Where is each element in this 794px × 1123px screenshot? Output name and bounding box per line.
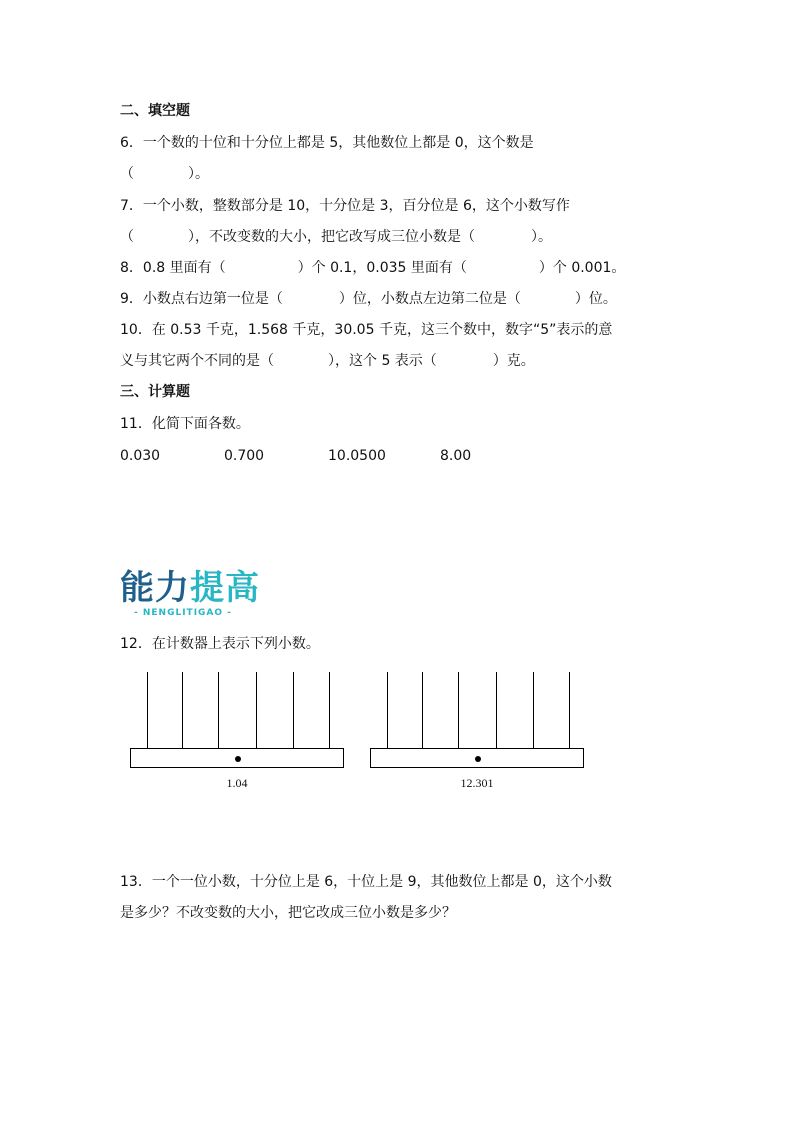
abacus-1 [130, 672, 344, 792]
q10-text-b: ），这个 5 表示（ [328, 353, 437, 369]
question-10-line-2 [120, 351, 535, 371]
abacus-rod[interactable] [329, 672, 330, 748]
abacus-rod[interactable] [182, 672, 183, 748]
q11-item: 8.00 [440, 448, 472, 464]
abacus-rod[interactable] [569, 672, 570, 748]
q6-open-paren: （ [120, 166, 134, 182]
logo-title-part-2: 提高 [190, 568, 260, 608]
question-6-line-2 [120, 164, 209, 184]
abacus-rod[interactable] [256, 672, 257, 748]
logo-subtitle: - NENGLITIGAO - [134, 608, 232, 618]
q8-text-b: ）个 0.1，0.035 里面有（ [297, 260, 467, 276]
q7-open-paren-1: （ [120, 229, 134, 245]
question-9 [120, 289, 617, 309]
section-title-fill-in: 二、填空题 [120, 103, 190, 119]
q6-close-paren: ）。 [188, 166, 209, 182]
abacus-label: 1.04 [226, 776, 248, 790]
question-13-line-1: 13．一个一位小数，十分位上是 6，十位上是 9，其他数位上都是 0，这个小数 [120, 874, 612, 890]
q9-text-c: ）位。 [574, 291, 617, 307]
section-logo-ability-improvement [120, 566, 270, 622]
abacus-rod[interactable] [218, 672, 219, 748]
q10-text-a: 义与其它两个不同的是（ [120, 353, 274, 369]
question-13-line-2: 是多少？不改变数的大小，把它改成三位小数是多少？ [120, 905, 456, 921]
abacus-label: 12.301 [460, 776, 494, 790]
q8-text-a: 8．0.8 里面有（ [120, 260, 226, 276]
section-title-calculation: 三、计算题 [120, 384, 190, 400]
abacus-rod[interactable] [533, 672, 534, 748]
logo-title [120, 566, 260, 610]
abacus-rod[interactable] [422, 672, 423, 748]
question-8 [120, 258, 625, 278]
abacus-rod[interactable] [458, 672, 459, 748]
question-7-line-1: 7．一个小数，整数部分是 10，十分位是 3，百分位是 6，这个小数写作 [120, 198, 570, 214]
logo-title-part-1: 能力 [120, 568, 190, 608]
q7-close-paren: ）。 [531, 229, 552, 245]
q8-text-c: ）个 0.001。 [538, 260, 626, 276]
abacus-2 [370, 672, 584, 792]
abacus-rod[interactable] [496, 672, 497, 748]
q11-item: 10.0500 [328, 448, 386, 464]
question-11-title: 11．化简下面各数。 [120, 416, 250, 432]
q9-text-b: ）位，小数点左边第二位是（ [338, 291, 521, 307]
q10-text-c: ）克。 [492, 353, 535, 369]
abacus-rod[interactable] [147, 672, 148, 748]
decimal-point-dot [235, 756, 241, 762]
abacus-rod[interactable] [293, 672, 294, 748]
decimal-point-dot [475, 756, 481, 762]
q11-item: 0.030 [120, 448, 161, 464]
question-6-line-1: 6．一个数的十位和十分位上都是 5，其他数位上都是 0，这个数是 [120, 135, 534, 151]
abacus-rod[interactable] [387, 672, 388, 748]
question-7-line-2 [120, 227, 552, 247]
q9-text-a: 9．小数点右边第一位是（ [120, 291, 283, 307]
question-10-line-1: 10．在 0.53 千克，1.568 千克，30.05 千克，这三个数中，数字“5”表示的意 [120, 322, 613, 338]
q7-middle-text: ），不改变数的大小，把它改写成三位小数是（ [188, 229, 475, 245]
q11-item: 0.700 [224, 448, 265, 464]
question-12-title: 12．在计数器上表示下列小数。 [120, 636, 320, 652]
